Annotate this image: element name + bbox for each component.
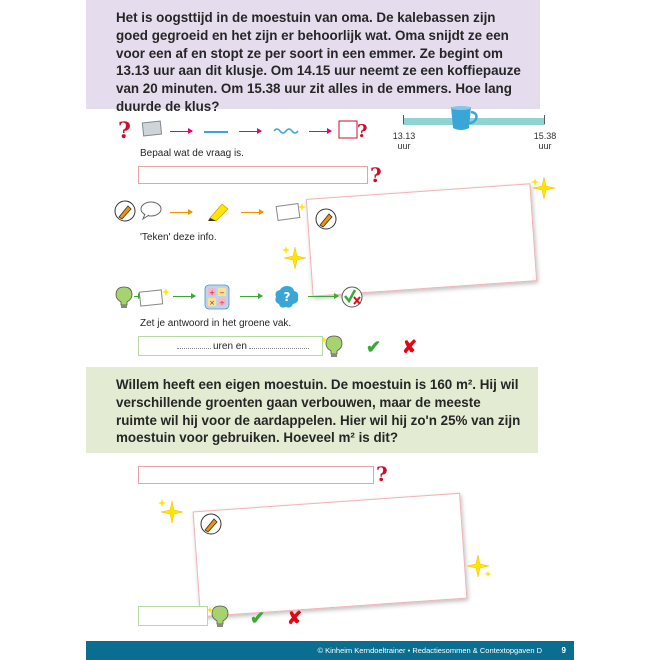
line-icon	[204, 131, 228, 133]
check-cross-icon	[340, 285, 366, 309]
svg-text:+: +	[209, 289, 215, 297]
sparkle-icon	[158, 498, 184, 526]
arrow-icon	[308, 296, 338, 297]
calculator-icon	[204, 284, 230, 310]
drawing-area-1[interactable]	[306, 183, 537, 296]
pencil-hand-icon	[113, 199, 139, 223]
speech-bubble-icon	[139, 200, 163, 220]
step-draw-label: 'Teken' deze info.	[140, 232, 217, 243]
sparkle-icon	[532, 176, 558, 202]
arrow-icon	[170, 212, 192, 213]
step-question-label: Bepaal wat de vraag is.	[140, 148, 244, 159]
task-2-text: Willem heeft een eigen moestuin. De moestuin is 160 m². Hij wil verschillende groenten gaan verbouwen, maar de meeste ruimte wil hij voor de aardappelen. Hier wil hij zo'n 25% van zijn moestuin voor gebruiken. Hoeveel m² is dit?	[116, 377, 521, 446]
answer-box-2[interactable]	[138, 606, 208, 626]
box-question-icon	[338, 117, 368, 141]
timeline-end-label: 15.38 uur	[533, 131, 557, 151]
arrow-icon	[173, 296, 195, 297]
question-input-2[interactable]	[138, 466, 374, 484]
svg-text:?: ?	[283, 290, 291, 304]
task-2-panel	[86, 367, 538, 453]
question-input[interactable]	[138, 166, 368, 184]
page-number: 9	[561, 646, 566, 655]
thinking-cloud-icon	[274, 284, 300, 310]
lightbulb-icon	[209, 604, 231, 630]
highlighter-icon	[206, 200, 232, 222]
task-1-text: Het is oogsttijd in de moestuin van oma. De kalebassen zijn goed gegroeid en het zijn er behoorlijk wat. Oma snijdt ze een voor een af en stopt ze per soort in een emmer. Ze begint om 13.13 uur aan dit klusje. Om 14.15 uur neemt ze een koffiepauze van 20 minuten. Om 15.38 uur zit alles in de emmers. Hoe lang duurde de klus?	[116, 10, 521, 114]
answer-box-1[interactable]	[138, 336, 323, 356]
svg-text:×: ×	[209, 299, 215, 307]
note-card-icon	[275, 200, 309, 222]
arrow-icon	[241, 212, 263, 213]
footer	[86, 641, 574, 660]
sparkle-icon	[282, 244, 308, 272]
svg-text:÷: ÷	[219, 299, 225, 307]
pencil-hand-icon	[200, 513, 224, 537]
check-icon[interactable]: ✔	[366, 337, 382, 357]
question-mark-icon: ?	[118, 118, 131, 144]
answer-unit-hours: uren en	[213, 341, 247, 352]
arrow-icon	[309, 131, 331, 132]
step-answer-label: Zet je antwoord in het groene vak.	[140, 318, 292, 329]
coffee-cup-icon	[448, 104, 480, 132]
pencil-hand-icon	[315, 208, 339, 232]
lightbulb-icon	[114, 285, 134, 309]
note-card-icon	[138, 285, 172, 307]
svg-text:?: ?	[357, 121, 368, 142]
cross-icon[interactable]: ✘	[402, 337, 418, 357]
timeline-start-label: 13.13 uur	[392, 131, 416, 151]
footer-text: © Kinheim Kerndoeltrainer • Redactiesommen & Contextopgaven D	[317, 646, 542, 655]
arrow-icon	[239, 131, 261, 132]
arrow-icon	[170, 131, 192, 132]
lightbulb-icon	[323, 334, 345, 360]
question-mark-icon: ?	[370, 163, 382, 187]
cross-icon[interactable]: ✘	[287, 608, 303, 628]
wavy-line-icon	[273, 126, 301, 136]
sparkle-icon	[466, 553, 492, 579]
text-card-icon	[142, 121, 162, 137]
arrow-icon	[240, 296, 262, 297]
question-mark-icon: ?	[376, 462, 388, 486]
drawing-area-2[interactable]	[193, 493, 468, 617]
task-1-panel	[86, 0, 540, 114]
svg-text:−: −	[219, 289, 225, 297]
timeline-start-tick	[403, 115, 404, 124]
check-icon[interactable]: ✔	[250, 608, 266, 628]
timeline-end-tick	[544, 115, 545, 124]
